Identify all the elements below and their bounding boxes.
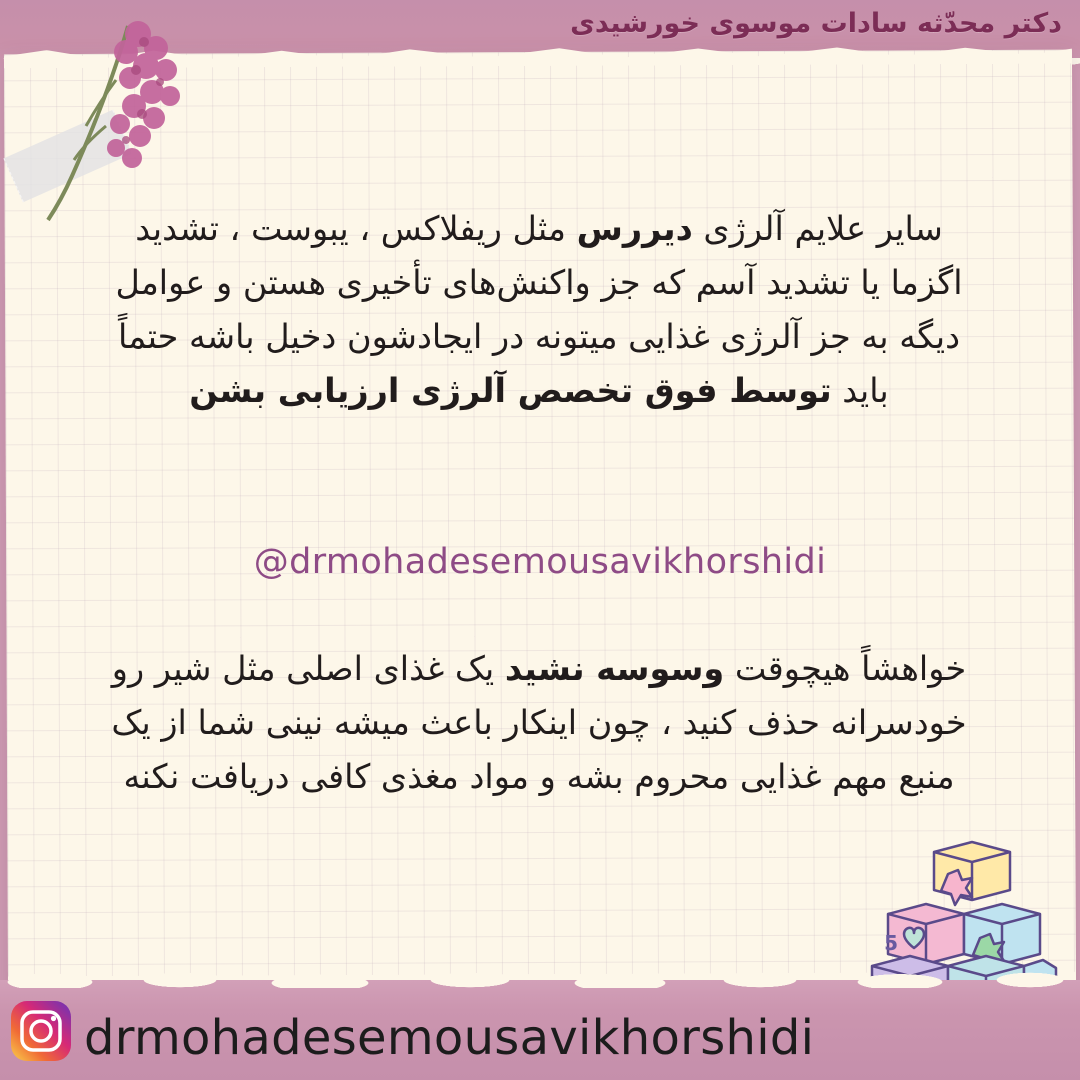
para1-bold-1: دیررس <box>576 209 693 248</box>
para2-text-2: یک غذای اصلی مثل شیر رو خودسرانه حذف کنید ، چون اینکار باعث میشه نینی شما از یک منبع مهم غذایی محروم بشه و مواد مغذی کافی دریافت نکنه <box>111 649 967 796</box>
para1-bold-2: توسط فوق تخصص آلرژی ارزیابی بشن <box>189 371 832 410</box>
svg-text:5: 5 <box>884 931 898 955</box>
paragraph-dont-remove-milk <box>99 642 979 804</box>
paragraph-allergy-symptoms <box>104 202 974 418</box>
para1-text-1: سایر علایم آلرژی <box>692 209 943 248</box>
instagram-icon[interactable] <box>10 1000 72 1062</box>
para2-bold-1: وسوسه نشید <box>504 649 725 688</box>
para2-text-1: خواهشاً هیچوقت <box>724 649 967 688</box>
para1-text-2: مثل ریفلاکس ، یبوست ، تشدید اگزما یا تشدید آسم که جز واکنش‌های تأخیری هستن و عوامل دیگه به جز آلرژی غذایی میتونه در ایجادشون دخیل باشه حتماً باید <box>115 209 963 410</box>
doctor-name: دکتر محدّثه سادات موسوی خورشیدی <box>570 8 1062 39</box>
mention-handle[interactable]: @drmohadesemousavikhorshidi <box>253 542 827 582</box>
instagram-handle[interactable]: drmohadesemousavikhorshidi <box>84 1010 815 1066</box>
